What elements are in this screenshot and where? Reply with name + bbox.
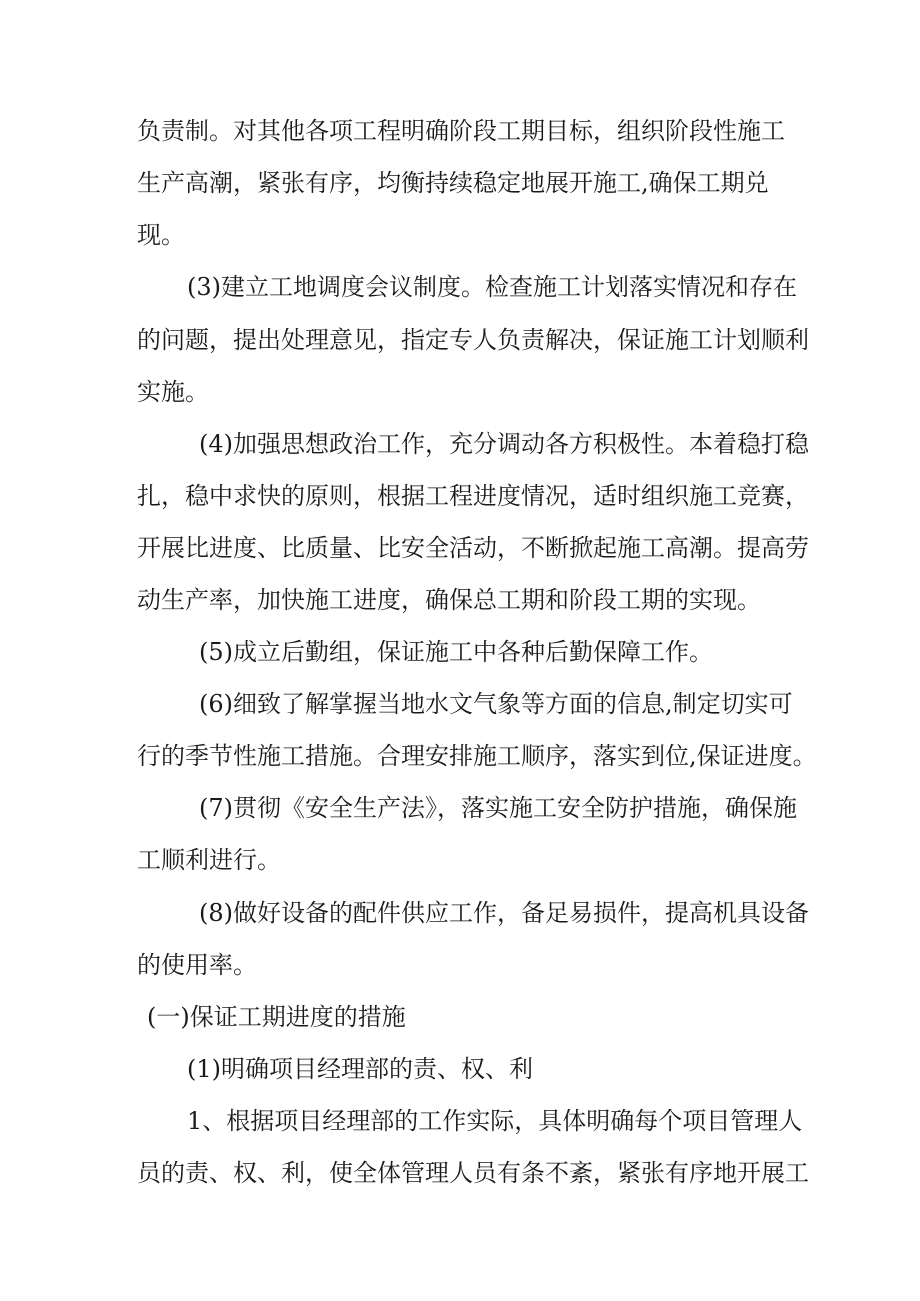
- text-line: 的使用率。: [137, 951, 257, 979]
- text-line: 动生产率，加快施工进度，确保总工期和阶段工期的实现。: [137, 586, 761, 614]
- text-line: (3)建立工地调度会议制度。检查施工计划落实情况和存在: [187, 273, 797, 301]
- text-line: 1、根据项目经理部的工作实际，具体明确每个项目管理人: [187, 1107, 803, 1135]
- text-line: (4)加强思想政治工作，充分调动各方积极性。本着稳打稳: [199, 430, 809, 458]
- text-line: 扎，稳中求快的原则，根据工程进度情况，适时组织施工竞赛，: [137, 482, 809, 510]
- text-line: (5)成立后勤组，保证施工中各种后勤保障工作。: [199, 638, 713, 666]
- text-line: 生产高潮，紧张有序，均衡持续稳定地展开施工,确保工期兑: [137, 169, 769, 197]
- text-line: 开展比进度、比质量、比安全活动，不断掀起施工高潮。提高劳: [137, 534, 809, 562]
- text-line: (6)细致了解掌握当地水文气象等方面的信息,制定切实可: [199, 690, 793, 718]
- text-line: (8)做好设备的配件供应工作，备足易损件，提高机具设备: [199, 899, 809, 927]
- text-line: 实施。: [137, 378, 209, 406]
- text-line: 工顺利进行。: [137, 846, 281, 874]
- text-line: 现。: [137, 221, 185, 249]
- text-line: 行的季节性施工措施。合理安排施工顺序，落实到位,保证进度。: [137, 742, 817, 770]
- text-line: 负责制。对其他各项工程明确阶段工期目标，组织阶段性施工: [137, 117, 785, 145]
- text-line: 的问题，提出处理意见，指定专人负责解决，保证施工计划顺利: [137, 326, 809, 354]
- text-line: 员的责、权、利，使全体管理人员有条不紊，紧张有序地开展工: [137, 1159, 809, 1187]
- subsection-heading: (1)明确项目经理部的责、权、利: [187, 1055, 533, 1083]
- text-line: (7)贯彻《安全生产法》，落实施工安全防护措施，确保施: [199, 794, 797, 822]
- section-heading: (一)保证工期进度的措施: [147, 1003, 406, 1031]
